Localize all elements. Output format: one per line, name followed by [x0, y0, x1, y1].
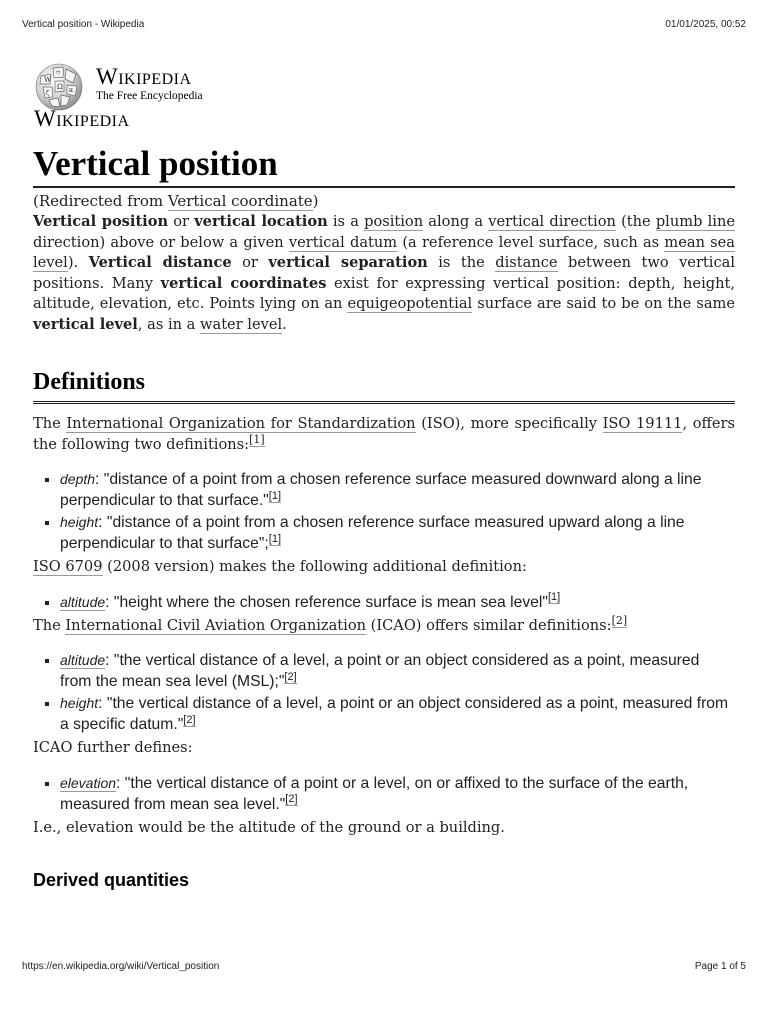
article-link[interactable]: distance	[495, 254, 558, 271]
text: : "distance of a point from a chosen reference surface measured downward along a line perpendicular to that surface."	[60, 471, 702, 509]
text: : "the vertical distance of a level, a point or an object considered as a point, measured from the mean sea level (MSL);"	[60, 652, 700, 690]
icao-further-paragraph	[33, 738, 735, 759]
text: , as in a	[137, 315, 200, 333]
citation	[612, 614, 628, 628]
citation	[269, 490, 281, 503]
text: is the	[427, 254, 496, 271]
term-link[interactable]: altitude	[60, 652, 106, 668]
citation-link[interactable]: [1]	[268, 532, 281, 545]
wikipedia-wordmark: Wikipedia	[96, 64, 192, 89]
text: exist for expressing vertical position: depth, height, altitude, elevation, etc. Points lying on an	[33, 274, 735, 312]
list-item	[60, 773, 735, 815]
citation	[269, 533, 281, 546]
italic-term: height	[60, 695, 99, 711]
article-link[interactable]: mean sea level	[33, 233, 735, 271]
ie-paragraph	[33, 818, 735, 839]
svg-text:ζ: ζ	[46, 90, 50, 97]
text: I.e., elevation would be the altitude of the ground or a building.	[33, 818, 505, 836]
icao-paragraph	[33, 613, 735, 637]
icao-elevation-list	[33, 773, 735, 815]
bold-term: vertical separation	[268, 254, 428, 271]
article-link[interactable]: International Organization for Standardization	[66, 415, 416, 432]
term-link[interactable]: altitude	[60, 593, 106, 610]
bold-term: vertical level	[33, 315, 138, 333]
subsection-heading-derived-quantities: Derived quantities	[33, 870, 190, 890]
article-link[interactable]: water level	[200, 315, 283, 333]
article-link[interactable]: vertical datum	[288, 233, 398, 251]
text: The	[33, 415, 67, 432]
print-datetime: 01/01/2025, 00:52	[665, 19, 746, 30]
bold-term: vertical location	[194, 213, 328, 230]
text: ICAO further defines:	[33, 739, 193, 756]
svg-text:ウ: ウ	[55, 70, 62, 77]
bold-term: Vertical position	[33, 213, 169, 230]
text: : "the vertical distance of a point or a level, on or affixed to the surface of the earth, measured from mean sea level."	[60, 774, 689, 813]
svg-text:и: и	[69, 87, 73, 94]
icao-definitions-list	[33, 650, 735, 735]
text: The	[33, 616, 66, 634]
text: .	[282, 315, 287, 333]
text: : "the vertical distance of a level, a point or an object considered as a point, measured from a specific datum."	[60, 695, 729, 733]
citation	[249, 433, 265, 447]
redirect-link[interactable]: Vertical coordinate	[167, 192, 313, 210]
iso6709-paragraph	[33, 557, 735, 578]
text: or	[168, 213, 195, 230]
list-item	[60, 592, 735, 613]
citation-link[interactable]: [2]	[284, 670, 297, 683]
list-item	[60, 512, 735, 554]
bold-term: vertical coordinates	[160, 274, 327, 292]
text: (the	[615, 213, 656, 230]
citation-link[interactable]: [2]	[183, 713, 196, 726]
svg-text:W: W	[44, 76, 52, 84]
text: between two vertical positions. Many	[33, 254, 735, 292]
print-url: https://en.wikipedia.org/wiki/Vertical_position	[22, 961, 220, 972]
iso6709-definitions-list	[33, 592, 735, 613]
svg-text:Ω: Ω	[57, 83, 63, 91]
term-link[interactable]: elevation	[60, 774, 117, 791]
intro-paragraph	[33, 212, 735, 335]
article-link[interactable]: International Civil Aviation Organization	[65, 616, 367, 634]
redirect-notice: (Redirected from Vertical coordinate)	[33, 192, 319, 210]
citation	[183, 714, 195, 727]
wikipedia-tagline: The Free Encyclopedia	[96, 90, 203, 102]
wikipedia-globe-icon	[33, 62, 85, 112]
citation-link[interactable]: [2]	[611, 613, 628, 627]
iso-paragraph	[33, 414, 735, 455]
print-page-number: Page 1 of 5	[694, 961, 746, 972]
article-link[interactable]: equigeopotential	[347, 295, 473, 312]
article-link[interactable]: plumb line	[655, 213, 735, 230]
text: (ICAO) offers similar definitions:	[366, 616, 612, 634]
text: direction) above or below a given	[33, 233, 289, 251]
list-item	[60, 693, 735, 735]
section-heading-definitions: Definitions	[33, 367, 735, 404]
print-footer	[22, 961, 746, 972]
text: (a reference level surface, such as	[397, 233, 665, 251]
citation-link[interactable]: [1]	[249, 432, 265, 446]
article-link[interactable]: ISO 6709	[33, 558, 103, 575]
text: (ISO), more specifically	[415, 415, 603, 432]
print-header	[22, 19, 746, 30]
citation	[284, 671, 296, 684]
print-page-title: Vertical position - Wikipedia	[22, 19, 145, 30]
text: surface are said to be on the same	[472, 295, 735, 312]
text: (2008 version) makes the following additional definition:	[102, 558, 527, 575]
wikipedia-wordmark-secondary: Wikipedia	[34, 106, 130, 131]
list-item	[60, 650, 735, 692]
italic-term: depth	[60, 471, 96, 487]
citation-link[interactable]: [2]	[285, 793, 298, 806]
citation	[548, 591, 560, 604]
article-link[interactable]: position	[364, 213, 424, 230]
list-item	[60, 469, 735, 511]
page-title: Vertical position	[33, 140, 735, 188]
iso-definitions-list	[33, 469, 735, 554]
article-content	[33, 140, 735, 891]
text: is a	[327, 213, 365, 230]
text: along a	[423, 213, 489, 230]
italic-term: height	[60, 514, 99, 530]
citation-link[interactable]: [1]	[268, 489, 281, 502]
article-link[interactable]: vertical direction	[488, 213, 616, 230]
article-link[interactable]: ISO 19111	[602, 415, 683, 432]
citation	[285, 793, 297, 806]
text: or	[231, 254, 269, 271]
bold-term: Vertical distance	[88, 254, 232, 271]
citation-link[interactable]: [1]	[547, 591, 561, 604]
text: , offers the following two definitions:	[33, 415, 735, 453]
text: : "distance of a point from a chosen reference surface measured upward along a line perpendicular to that surface";	[60, 514, 685, 552]
text: : "height where the chosen reference surface is mean sea level"	[105, 593, 548, 611]
text: ).	[67, 254, 89, 271]
